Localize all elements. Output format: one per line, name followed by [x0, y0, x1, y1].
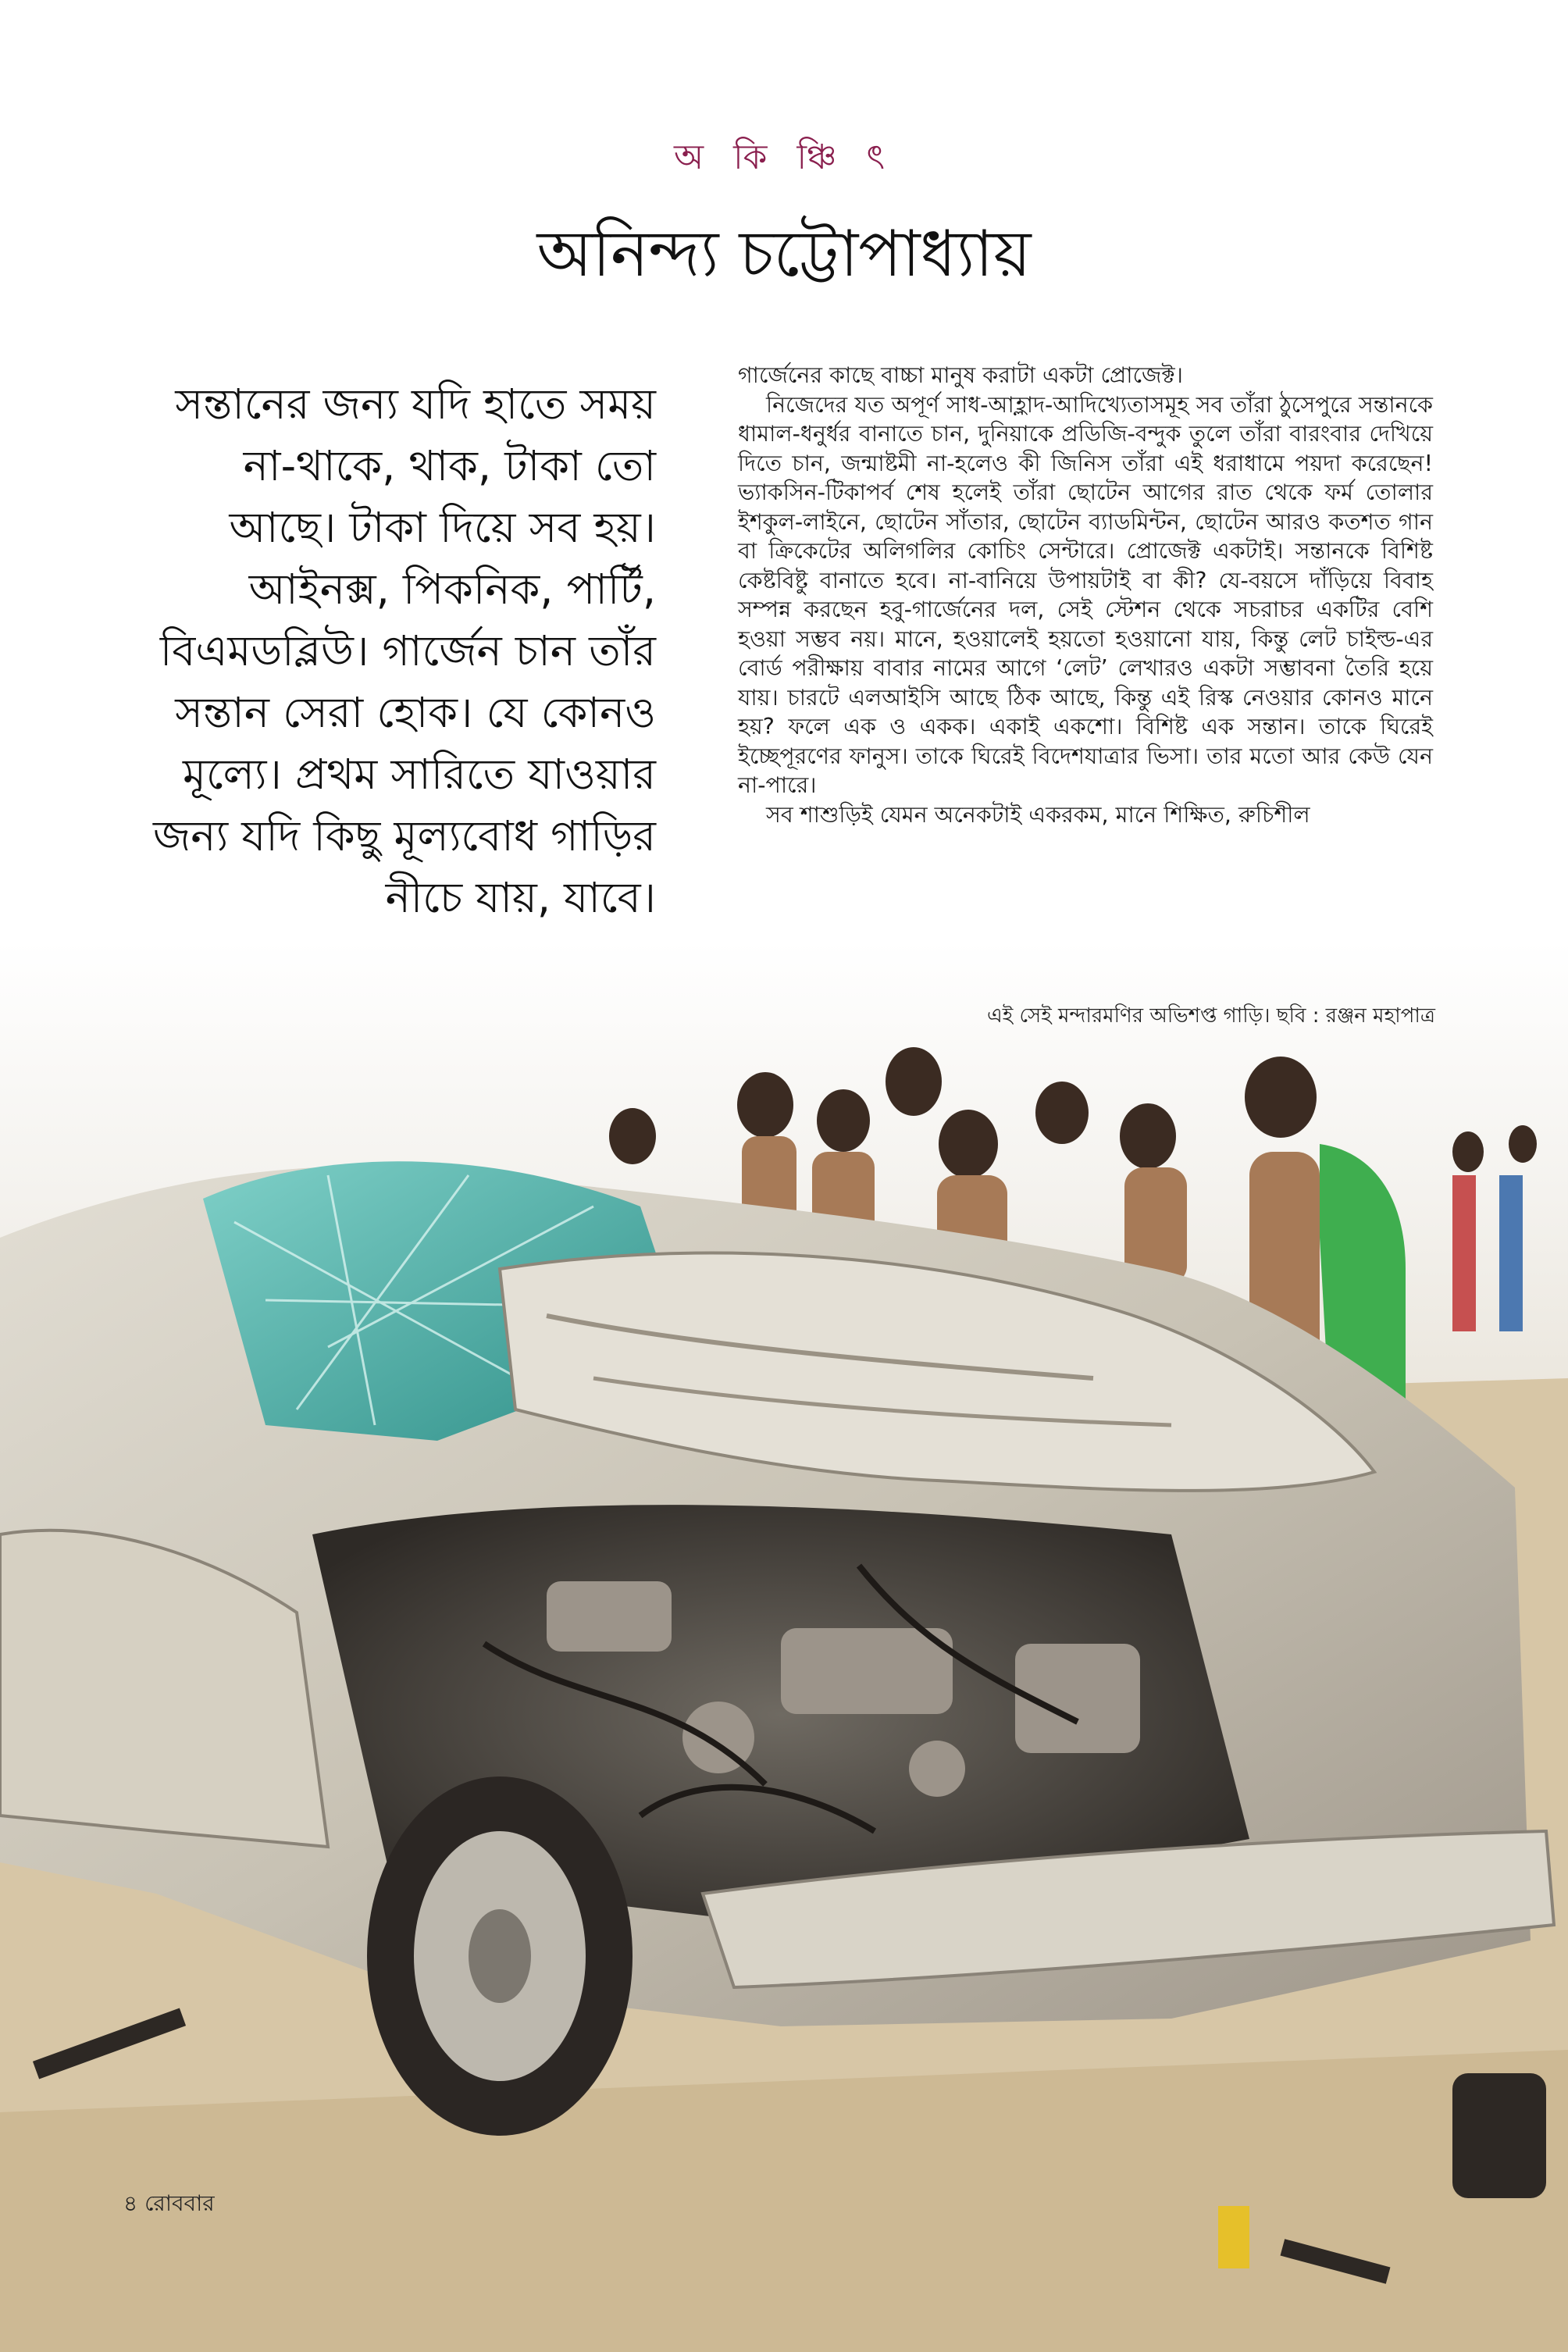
pull-quote — [125, 373, 656, 928]
photo-caption: এই সেই মন্দারমণির অভিশপ্ত গাড়ি। ছবি : রঞ্জন মহাপাত্র — [986, 1004, 1435, 1028]
body-paragraph: নিজেদের যত অপূর্ণ সাধ-আহ্লাদ-আদিখ্যেতাসমূহ সব তাঁরা ঠুসেপুরে সন্তানকে ধামাল-ধনুর্ধর বানাতে চান, দুনিয়াকে প্রডিজি-বন্দুক তুলে তাঁরা বারংবার দেখিয়ে দিতে চান, জন্মাষ্টমী না-হলেও কী জিনিস তাঁরা এই ধরাধামে পয়দা করেছেন! ভ্যাকসিন-টিকাপর্ব শেষ হলেই তাঁরা ছোটেন আগের রাত থেকে ফর্ম তোলার ইশকুল-লাইনে, ছোটেন সাঁতার, ছোটেন ব্যাডমিন্টন, ছোটেন আরও কতশত গান বা ক্রিকেটের অলিগলির কোচিং সেন্টারে। প্রোজেক্ট একটাই। সন্তানকে বিশিষ্ট কেষ্টবিষ্টু বানাতে হবে। না-বানিয়ে উপায়টাই বা কী? যে-বয়সে দাঁড়িয়ে বিবাহ সম্পন্ন করছেন হবু-গার্জেনের দল, সেই স্টেশন থেকে সচরাচর একটির বেশি হওয়া সম্ভব নয়। মানে, হওয়ালেই হয়তো হওয়ানো যায়, কিন্তু লেট চাইল্ড-এর বোর্ড পরীক্ষায় বাবার নামের আগে ‘লেট’ লেখারও একটা সম্ভাবনা তৈরি হয়ে যায়। চারটে এলআইসি আছে ঠিক আছে, কিন্তু এই রিস্ক নেওয়ার কোনও মানে হয়? ফলে এক ও একক। একাই একশো। বিশিষ্ট এক সন্তান। তাকে ঘিরেই ইচ্ছেপূরণের ফানুস। তাকে ঘিরেই বিদেশযাত্রার ভিসা। তার মতো আর কেউ যেন না-পারে। — [738, 391, 1433, 798]
pull-quote-text: সন্তানের জন্য যদি হাতে সময় না-থাকে, থাক, টাকা তো আছে। টাকা দিয়ে সব হয়। আইনক্স, পিকনিক, পার্টি, বিএমডব্লিউ। গার্জেন চান তাঁর সন্তান সেরা হোক। যে কোনও মূল্যে। প্রথম সারিতে যাওয়ার জন্য যদি কিছু মূল্যবোধ গাড়ির নীচে যায়, যাবে। — [152, 380, 656, 922]
body-paragraph: সব শাশুড়িই যেমন অনেকটাই একরকম, মানে শিক্ষিত, রুচিশীল — [766, 801, 1310, 828]
page-folio: ৪ রোববার — [123, 2190, 215, 2216]
author-name: অনিন্দ্য চট্টোপাধ্যায় — [536, 217, 1032, 291]
article-body — [738, 361, 1433, 829]
crashed-car-photo — [0, 941, 1568, 2352]
body-paragraph: গার্জেনের কাছে বাচ্চা মানুষ করাটা একটা প্রোজেক্ট। — [738, 362, 1183, 388]
section-kicker: অ কি ঞ্চি ৎ — [674, 137, 894, 177]
